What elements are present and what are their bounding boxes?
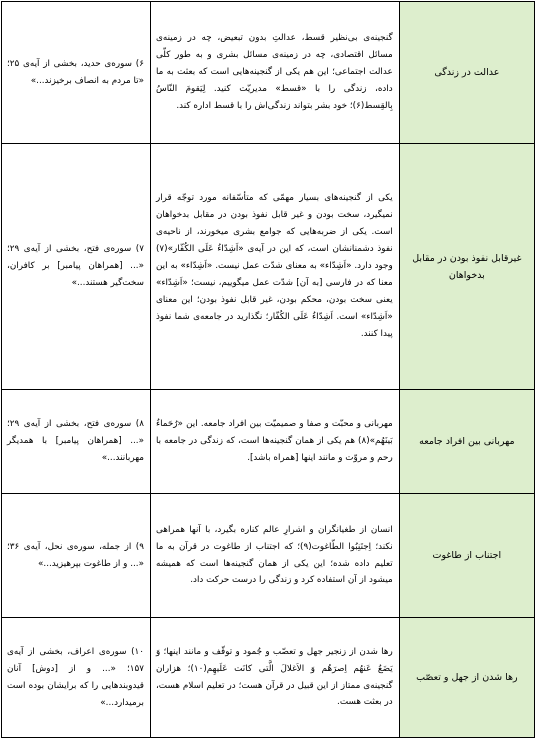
- content-table: [1, 1, 535, 738]
- description-cell: مهربانی و محبّت و صفا و صمیمیّت بین افراد جامعه. این «رُحَماءُ بَینَهُم»(۸) هم یکی از همان گنجینه‌ها است، که زندگی در جامعه با رحم و مروّت و مانند اینها [همراه باشد].: [150, 390, 399, 494]
- table-row: [2, 390, 535, 494]
- reference-cell: ۷) سوره‌ی فتح، بخشی از آیه‌ی ۲۹؛ «... [همراهان پیامبر] بر کافران، سخت‌گیر هستند...»: [2, 144, 151, 390]
- table-row: [2, 2, 535, 144]
- reference-cell: ۹) از جمله، سوره‌ی نحل، آیه‌ی ۳۶؛ «... و از طاغوت بپرهیزید...»: [2, 494, 151, 618]
- description-cell: انسان از طغیانگران و اشرارِ عالم کناره بگیرد، با آنها همراهی نکند؛ اِجتَنِبُوا الطّاغوت(۹)؛ که اجتناب از طاغوت در قرآن به ما تعلیم داده شده؛ این یکی از همان گنجینه‌ها است که همیشه میشود از آن استفاده کرد و زندگی را درست حرکت داد.: [150, 494, 399, 618]
- reference-cell: ۸) سوره‌ی فتح، بخشی از آیه‌ی ۲۹؛ «... [همراهان پیامبر] با همدیگر مهربانند...»: [2, 390, 151, 494]
- reference-cell: ۶) سوره‌ی حدید، بخشی از آیه‌ی ۲۵؛ «تا مردم به انصاف برخیزند...»: [2, 2, 151, 144]
- table-row: [2, 618, 535, 738]
- description-cell: رها شدن از زنجیر جهل و تعصّب و جُمود و توقّف و مانند اینها؛ وَ يَضَعُ عَنهُم اِصرَهُم وَ الاَغلالَ الَّتی کانَت عَلَیهِم(۱۰)؛ هزاران گنجینه‌ی ممتاز از این قبیل در قرآن هست؛ در تعلیم اسلام هست، در بعثت هست.: [150, 618, 399, 738]
- reference-cell: ۱۰) سوره‌ی اعراف، بخشی از آیه‌ی ۱۵۷؛ «... و از [دوش] آنان قیدوبندهایی را که برایشان بوده است برمیدارد...»: [2, 618, 151, 738]
- topic-cell: عدالت در زندگی: [399, 2, 534, 144]
- topic-cell: رها شدن از جهل و تعصّب: [399, 618, 534, 738]
- description-cell: یکی از گنجینه‌های بسیار مهمّی که متأسّفانه مورد توجّه قرار نمیگیرد، سخت بودن و غیر قابل نفوذ بودن در مقابل بدخواهان است. یکی از ضربه‌هایی که جوامع بشری میخورند، از ناحیه‌ی نفوذ دشمنانشان است، که این در آیه‌ی «اَشِدّاءُ عَلَی الکُفّار»(۷) وجود دارد. «اَشِدّاء» به معنای شدّت عمل نیست. «اَشِدّاء» به این معنا که در فارسی [به آن] شدّت عمل میگوییم، نیست؛ «اَشِدّاء» یعنی سخت بودن، محکم بودن، غیر قابل نفوذ بودن؛ این معنای «اَشِدّاء» است. اَشِدّاءُ عَلَی الکُفّار؛ نگذارید در جامعه‌ی شما نفوذ پیدا کنند.: [150, 144, 399, 390]
- table-row: [2, 144, 535, 390]
- topic-cell: مهربانی بین افراد جامعه: [399, 390, 534, 494]
- topic-cell: اجتناب از طاغوت: [399, 494, 534, 618]
- table-row: [2, 494, 535, 618]
- description-cell: گنجینه‌ی بی‌نظیر قسط، عدالتِ بدون تبعیض، چه در زمینه‌ی مسائل اقتصادی، چه در زمینه‌ی مسائل بشری و به طور کلّی عدالت اجتماعی؛ این هم یکی از گنجینه‌هایی است که بعثت به ما داده، زندگی را با «قسط» مدیریّت کنید. لِيَقومَ النّاسُ بِالقِسط(۶)؛ خود بشر بتواند زندگی‌اش را با قسط اداره کند.: [150, 2, 399, 144]
- topic-cell: غیرقابل نفوذ بودن در مقابل بدخواهان: [399, 144, 534, 390]
